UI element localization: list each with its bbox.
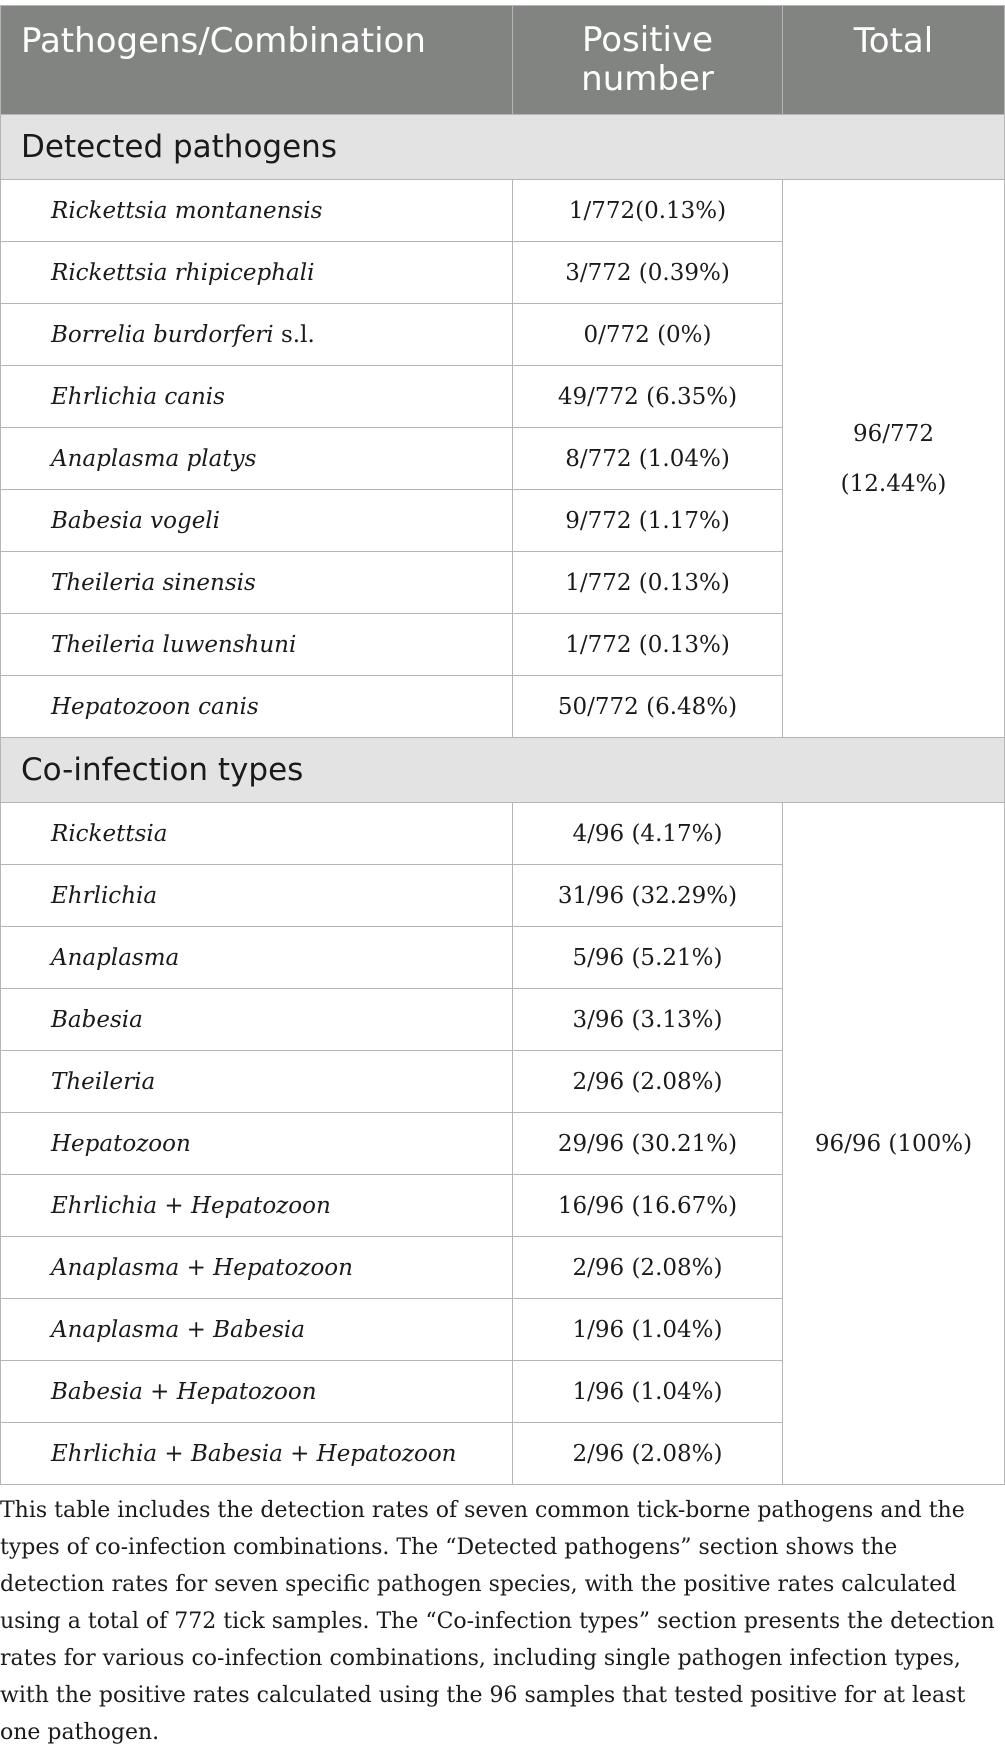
table-caption: [0, 1492, 995, 1751]
pathogen-name-cell: [1, 180, 513, 242]
section-title: Co-infection types: [1, 738, 1005, 803]
pathogen-name: Theileria: [51, 1068, 156, 1095]
pathogen-name-cell: [1, 1361, 513, 1423]
pathogen-name: Ehrlichia canis: [51, 383, 225, 410]
pathogen-name-cell: [1, 803, 513, 865]
pathogen-name-cell: [1, 989, 513, 1051]
pathogen-name-cell: [1, 242, 513, 304]
pathogen-name: Borrelia burdorferi: [51, 321, 274, 348]
positive-number-cell: 31/96 (32.29%): [513, 865, 783, 927]
section-title: Detected pathogens: [1, 115, 1005, 180]
section-row: [1, 738, 1005, 803]
pathogen-name-cell: [1, 1175, 513, 1237]
pathogen-name-cell: [1, 865, 513, 927]
pathogen-table: [0, 5, 1005, 1485]
pathogen-name: Rickettsia montanensis: [51, 197, 323, 224]
positive-number-cell: 3/96 (3.13%): [513, 989, 783, 1051]
positive-number-cell: 49/772 (6.35%): [513, 366, 783, 428]
pathogen-name-cell: [1, 1051, 513, 1113]
header-positive-line2: number: [581, 59, 714, 99]
header-positive-number: [513, 6, 783, 115]
positive-number-cell: 1/96 (1.04%): [513, 1299, 783, 1361]
header-row: [1, 6, 1005, 115]
table-container: [0, 5, 1005, 1485]
pathogen-name: Anaplasma: [51, 944, 180, 971]
positive-number-cell: 5/96 (5.21%): [513, 927, 783, 989]
pathogen-name: Babesia: [51, 1006, 143, 1033]
table-body: [1, 115, 1005, 1485]
pathogen-name: Anaplasma + Babesia: [51, 1316, 305, 1343]
pathogen-name-cell: [1, 428, 513, 490]
pathogen-name-suffix: s.l.: [273, 321, 315, 348]
pathogen-name-cell: [1, 552, 513, 614]
positive-number-cell: 0/772 (0%): [513, 304, 783, 366]
positive-number-cell: 50/772 (6.48%): [513, 676, 783, 738]
pathogen-name: Hepatozoon canis: [51, 693, 259, 720]
pathogen-name: Anaplasma platys: [51, 445, 257, 472]
total-cell: [783, 180, 1005, 738]
positive-number-cell: 3/772 (0.39%): [513, 242, 783, 304]
positive-number-cell: 4/96 (4.17%): [513, 803, 783, 865]
pathogen-name: Anaplasma + Hepatozoon: [51, 1254, 353, 1281]
pathogen-name: Theileria luwenshuni: [51, 631, 297, 658]
caption-text: This table includes the detection rates of seven common tick-borne pathogens and the types of co-infection combinations. The “Detected pathogens” section shows the detection rates for seven specific pathogen species, with the positive rates calculated using a total of 772 tick samples. The “Co-infection types” section presents the detection rates for various co-infection combinations, including single pathogen infection types, with the positive rates calculated using the 96 samples that tested positive for at least one pathogen.: [0, 1498, 995, 1745]
positive-number-cell: 1/96 (1.04%): [513, 1361, 783, 1423]
pathogen-name: Babesia vogeli: [51, 507, 221, 534]
pathogen-name-cell: [1, 304, 513, 366]
positive-number-cell: 1/772(0.13%): [513, 180, 783, 242]
total-cell: [783, 803, 1005, 1485]
positive-number-cell: 2/96 (2.08%): [513, 1423, 783, 1485]
positive-number-cell: 2/96 (2.08%): [513, 1237, 783, 1299]
pathogen-name-cell: [1, 614, 513, 676]
pathogen-name: Ehrlichia: [51, 882, 158, 909]
pathogen-name: Rickettsia: [51, 820, 168, 847]
pathogen-name: Babesia + Hepatozoon: [51, 1378, 317, 1405]
pathogen-name-cell: [1, 1113, 513, 1175]
pathogen-name-cell: [1, 1423, 513, 1485]
pathogen-name-cell: [1, 676, 513, 738]
total-value: 96/96 (100%): [814, 1130, 973, 1157]
table-row: [1, 803, 1005, 865]
total-percent: (12.44%): [840, 470, 947, 497]
pathogen-name: Theileria sinensis: [51, 569, 256, 596]
pathogen-name-cell: [1, 1237, 513, 1299]
positive-number-cell: 9/772 (1.17%): [513, 490, 783, 552]
table-row: [1, 180, 1005, 242]
total-value: 96/772: [853, 420, 934, 447]
pathogen-name-cell: [1, 490, 513, 552]
positive-number-cell: 2/96 (2.08%): [513, 1051, 783, 1113]
pathogen-name: Ehrlichia + Babesia + Hepatozoon: [51, 1440, 457, 1467]
positive-number-cell: 1/772 (0.13%): [513, 552, 783, 614]
pathogen-name-cell: [1, 366, 513, 428]
positive-number-cell: 1/772 (0.13%): [513, 614, 783, 676]
pathogen-name: Hepatozoon: [51, 1130, 191, 1157]
pathogen-name-cell: [1, 1299, 513, 1361]
positive-number-cell: 29/96 (30.21%): [513, 1113, 783, 1175]
section-row: [1, 115, 1005, 180]
header-total: Total: [783, 6, 1005, 115]
pathogen-name: Rickettsia rhipicephali: [51, 259, 315, 286]
pathogen-name-cell: [1, 927, 513, 989]
pathogen-name: Ehrlichia + Hepatozoon: [51, 1192, 331, 1219]
positive-number-cell: 8/772 (1.04%): [513, 428, 783, 490]
header-pathogens: Pathogens/Combination: [1, 6, 513, 115]
positive-number-cell: 16/96 (16.67%): [513, 1175, 783, 1237]
header-positive-line1: Positive: [581, 20, 714, 60]
